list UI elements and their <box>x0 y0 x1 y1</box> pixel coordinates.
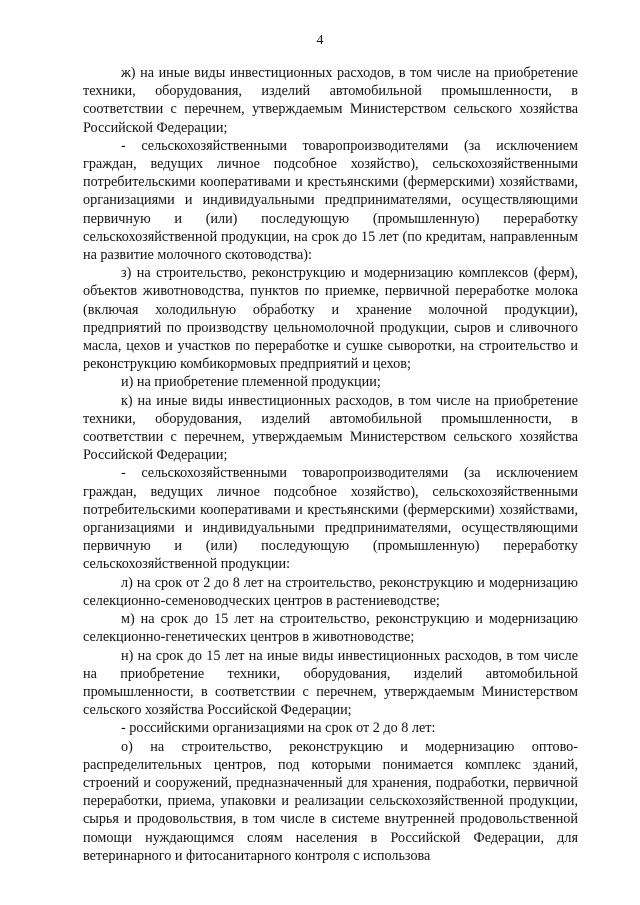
paragraph-k: к) на иные виды инвестиционных расходов, в том числе на приобретение техники, оборудования, изделий автомобильной промышленности, в соответствии с перечнем, утверждаемым Министерством сельского хозяйства Российской Федерации; <box>83 392 578 464</box>
paragraph-producers-15-years: - сельскохозяйственными товаропроизводителями (за исключением граждан, ведущих личное подсобное хозяйство), сельскохозяйственными потребительскими кооперативами и крестьянскими (фермерскими) хозяйствами, организациями и индивидуальными предпринимателями, осуществляющими первичную и (или) последующую (промышленную) переработку сельскохозяйственной продукции, на срок до 15 лет (по кредитам, направленным на развитие молочного скотоводства): <box>83 137 578 264</box>
page-number: 4 <box>316 33 324 48</box>
paragraph-russian-organizations: - российскими организациями на срок от 2 до 8 лет: <box>121 720 436 737</box>
paragraph-i: и) на приобретение племенной продукции; <box>121 374 381 391</box>
paragraph-z: з) на строительство, реконструкцию и модернизацию комплексов (ферм), объектов животноводства, пунктов по приемке, первичной переработке молока (включая холодильную обработку и хранение молочной продукции), предприятий по производству цельномолочной продукции, сыров и сливочного масла, цехов и участков по переработке и сушке сыворотки, на строительство и реконструкцию комбикормовых предприятий и цехов; <box>83 265 578 373</box>
paragraph-zh: ж) на иные виды инвестиционных расходов, в том числе на приобретение техники, оборудования, изделий автомобильной промышленности, в соответствии с перечнем, утверждаемым Министерством сельского хозяйства Российской Федерации; <box>83 65 578 136</box>
paragraph-o: о) на строительство, реконструкцию и модернизацию оптово-распределительных центров, под которыми понимается комплекс зданий, строений и сооружений, предназначенный для хранения, подработки, первичной переработки, приема, упаковки и реализации сельскохозяйственной продукции, сырья и продовольствия, в том числе в системе внутренней продовольственной помощи нуждающимся слоям населения в Российской Федерации, для ветеринарного и фитосанитарного контроля с использова <box>83 738 578 864</box>
paragraph-producers-processing: - сельскохозяйственными товаропроизводителями (за исключением граждан, ведущих личное подсобное хозяйство), сельскохозяйственными потребительскими кооперативами и крестьянскими (фермерскими) хозяйствами, организациями и индивидуальными предпринимателями, осуществляющими первичную и (или) последующую (промышленную) переработку сельскохозяйственной продукции: <box>83 465 578 573</box>
paragraph-l: л) на срок от 2 до 8 лет на строительство, реконструкцию и модернизацию селекционно-семеноводческих центров в растениеводстве; <box>83 574 578 609</box>
body-text <box>83 64 578 865</box>
paragraph-m: м) на срок до 15 лет на строительство, реконструкцию и модернизацию селекционно-генетических центров в животноводстве; <box>83 611 578 646</box>
paragraph-n: н) на срок до 15 лет на иные виды инвестиционных расходов, в том числе на приобретение техники, оборудования, изделий автомобильной промышленности, в соответствии с перечнем, утверждаемым Министерством сельского хозяйства Российской Федерации; <box>83 647 578 719</box>
